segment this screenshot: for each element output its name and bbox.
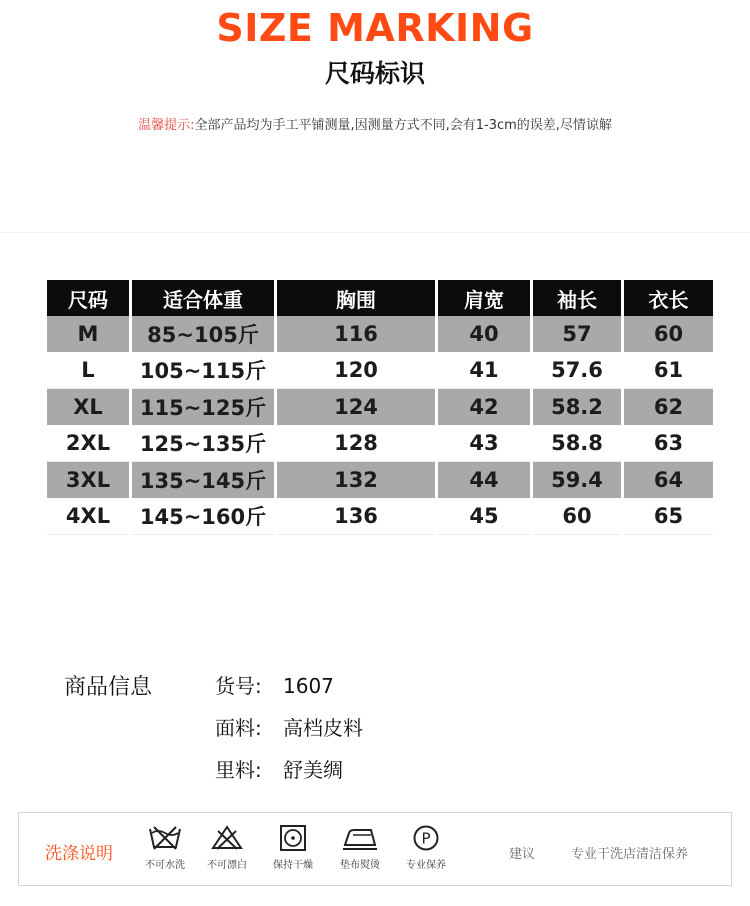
header-length: 衣长 (624, 280, 713, 316)
professional-care-icon (409, 825, 443, 851)
cell-weight: 125~135斤 (132, 425, 274, 462)
care-suggest-label: 建议 (509, 847, 536, 862)
cell-sleeve: 57.6 (533, 352, 621, 389)
product-info-heading: 商品信息 (64, 675, 153, 700)
header-size: 尺码 (47, 280, 129, 316)
cell-sleeve: 59.4 (533, 462, 621, 498)
header-sleeve: 袖长 (533, 280, 621, 316)
size-table (44, 280, 716, 535)
care-item-iron-with-cloth (328, 825, 392, 871)
cell-size: M (47, 316, 129, 352)
care-item-professional-care (394, 825, 458, 871)
cell-size: 2XL (47, 425, 129, 462)
cell-shoulder: 44 (438, 462, 530, 498)
info-value: 1607 (283, 674, 334, 698)
info-row-item-number (215, 670, 334, 699)
cell-chest: 136 (277, 498, 435, 535)
info-value: 高档皮料 (283, 716, 363, 740)
tumble-dry-icon (276, 825, 310, 851)
cell-sleeve: 58.2 (533, 389, 621, 425)
care-item-no-wash (133, 825, 197, 871)
cell-size: 3XL (47, 462, 129, 498)
info-key: 面料: (215, 716, 262, 740)
no-wash-icon (148, 825, 182, 851)
header-chest: 胸围 (277, 280, 435, 316)
care-item-keep-dry (261, 825, 325, 871)
care-title: 洗涤说明 (45, 844, 113, 864)
cell-weight: 135~145斤 (132, 462, 274, 498)
cell-length: 65 (624, 498, 713, 535)
info-key: 里料: (215, 758, 262, 782)
cell-weight: 115~125斤 (132, 389, 274, 425)
header-shoulder: 肩宽 (438, 280, 530, 316)
cell-shoulder: 40 (438, 316, 530, 352)
svg-text:P: P (421, 829, 431, 848)
cell-sleeve: 58.8 (533, 425, 621, 462)
iron-with-cloth-icon (341, 825, 379, 851)
table-row (47, 462, 713, 498)
info-key: 货号: (215, 674, 262, 698)
cell-weight: 85~105斤 (132, 316, 274, 352)
cell-shoulder: 45 (438, 498, 530, 535)
cell-chest: 120 (277, 352, 435, 389)
cell-shoulder: 42 (438, 389, 530, 425)
care-instructions-panel (18, 812, 732, 886)
cell-chest: 124 (277, 389, 435, 425)
table-row (47, 316, 713, 352)
care-suggest-text: 专业干洗店清洁保养 (571, 847, 689, 862)
cell-size: 4XL (47, 498, 129, 535)
cell-chest: 128 (277, 425, 435, 462)
cell-shoulder: 41 (438, 352, 530, 389)
tip-label: 温馨提示: (138, 118, 195, 133)
care-item-label: 保持干燥 (273, 860, 313, 871)
tip-text: 全部产品均为手工平铺测量,因测量方式不同,会有1-3cm的误差,尽情谅解 (194, 118, 612, 133)
cell-sleeve: 57 (533, 316, 621, 352)
cell-chest: 116 (277, 316, 435, 352)
cell-weight: 145~160斤 (132, 498, 274, 535)
measurement-tip (0, 114, 750, 133)
cell-length: 64 (624, 462, 713, 498)
section-divider (0, 232, 750, 233)
cell-sleeve: 60 (533, 498, 621, 535)
page-title-zh: 尺码标识 (324, 59, 425, 88)
cell-chest: 132 (277, 462, 435, 498)
size-table-header (47, 280, 713, 316)
header-weight: 适合体重 (132, 280, 274, 316)
cell-shoulder: 43 (438, 425, 530, 462)
cell-length: 61 (624, 352, 713, 389)
care-item-label: 不可漂白 (207, 860, 247, 871)
care-item-label: 垫布熨烫 (340, 860, 380, 871)
page-title-en: SIZE MARKING (216, 6, 534, 50)
table-row (47, 425, 713, 462)
table-row (47, 498, 713, 535)
care-item-label: 专业保养 (406, 860, 446, 871)
care-item-no-bleach (195, 825, 259, 871)
info-row-lining (215, 754, 343, 783)
table-row (47, 352, 713, 389)
table-row (47, 389, 713, 425)
info-value: 舒美绸 (283, 758, 343, 782)
cell-length: 60 (624, 316, 713, 352)
care-item-label: 不可水洗 (145, 860, 185, 871)
cell-size: XL (47, 389, 129, 425)
cell-weight: 105~115斤 (132, 352, 274, 389)
info-row-fabric (215, 712, 363, 741)
cell-length: 63 (624, 425, 713, 462)
no-bleach-icon (210, 825, 244, 851)
cell-length: 62 (624, 389, 713, 425)
cell-size: L (47, 352, 129, 389)
